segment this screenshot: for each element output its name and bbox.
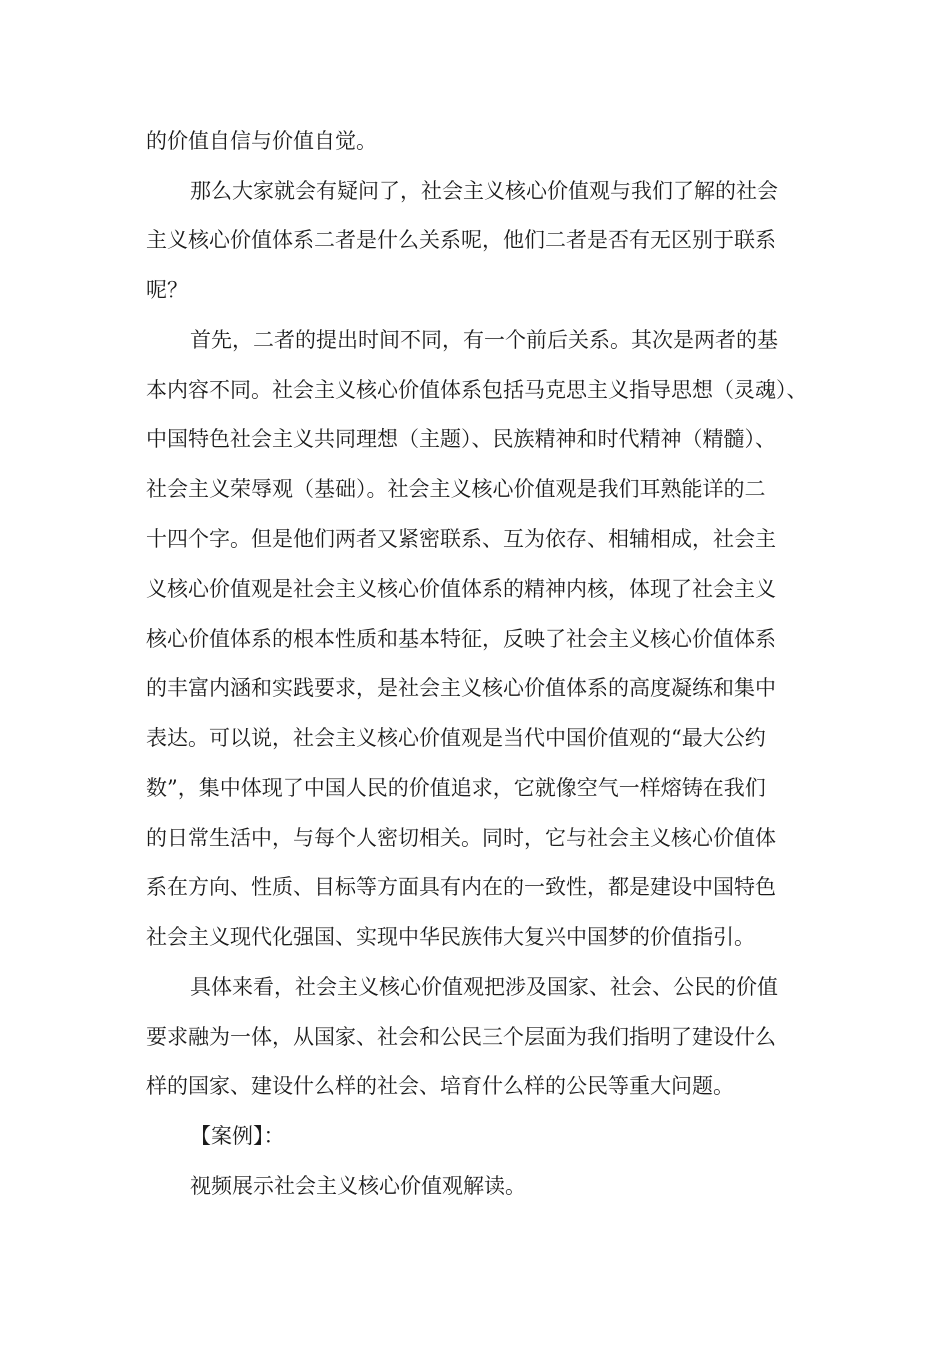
text-line: 的丰富内涵和实践要求，是社会主义核心价值体系的高度凝练和集中 <box>146 676 776 700</box>
text-line: 主义核心价值体系二者是什么关系呢，他们二者是否有无区别于联系 <box>146 228 776 252</box>
paragraph-start-line: 那么大家就会有疑问了，社会主义核心价值观与我们了解的社会 <box>190 179 778 203</box>
text-line: 的价值自信与价值自觉。 <box>146 129 377 153</box>
text-line: 本内容不同。社会主义核心价值体系包括马克思主义指导思想（灵魂）、 <box>146 378 808 402</box>
text-line: 社会主义荣辱观（基础）。社会主义核心价值观是我们耳熟能详的二 <box>146 477 766 501</box>
text-line: 的日常生活中，与每个人密切相关。同时，它与社会主义核心价值体 <box>146 826 776 850</box>
text-line: 呢？ <box>146 278 188 302</box>
case-heading: 【案例】： <box>190 1124 285 1148</box>
paragraph-start-line: 首先，二者的提出时间不同，有一个前后关系。其次是两者的基 <box>190 328 778 352</box>
text-line: 要求融为一体，从国家、社会和公民三个层面为我们指明了建设什么 <box>146 1025 776 1049</box>
text-line: 义核心价值观是社会主义核心价值体系的精神内核，体现了社会主义 <box>146 577 776 601</box>
text-line: 数”，集中体现了中国人民的价值追求，它就像空气一样熔铸在我们 <box>146 776 766 800</box>
text-line: 中国特色社会主义共同理想（主题）、民族精神和时代精神（精髓）、 <box>146 427 776 451</box>
paragraph-start-line: 具体来看，社会主义核心价值观把涉及国家、社会、公民的价值 <box>190 975 778 999</box>
text-line: 系在方向、性质、目标等方面具有内在的一致性，都是建设中国特色 <box>146 875 776 899</box>
text-line: 核心价值体系的根本性质和基本特征，反映了社会主义核心价值体系 <box>146 627 776 651</box>
text-line: 样的国家、建设什么样的社会、培育什么样的公民等重大问题。 <box>146 1074 734 1098</box>
case-description: 视频展示社会主义核心价值观解读。 <box>190 1174 526 1198</box>
text-line: 十四个字。但是他们两者又紧密联系、互为依存、相辅相成，社会主 <box>146 527 776 551</box>
text-line: 表达。可以说，社会主义核心价值观是当代中国价值观的“最大公约 <box>146 726 766 750</box>
text-line: 社会主义现代化强国、实现中华民族伟大复兴中国梦的价值指引。 <box>146 925 755 949</box>
